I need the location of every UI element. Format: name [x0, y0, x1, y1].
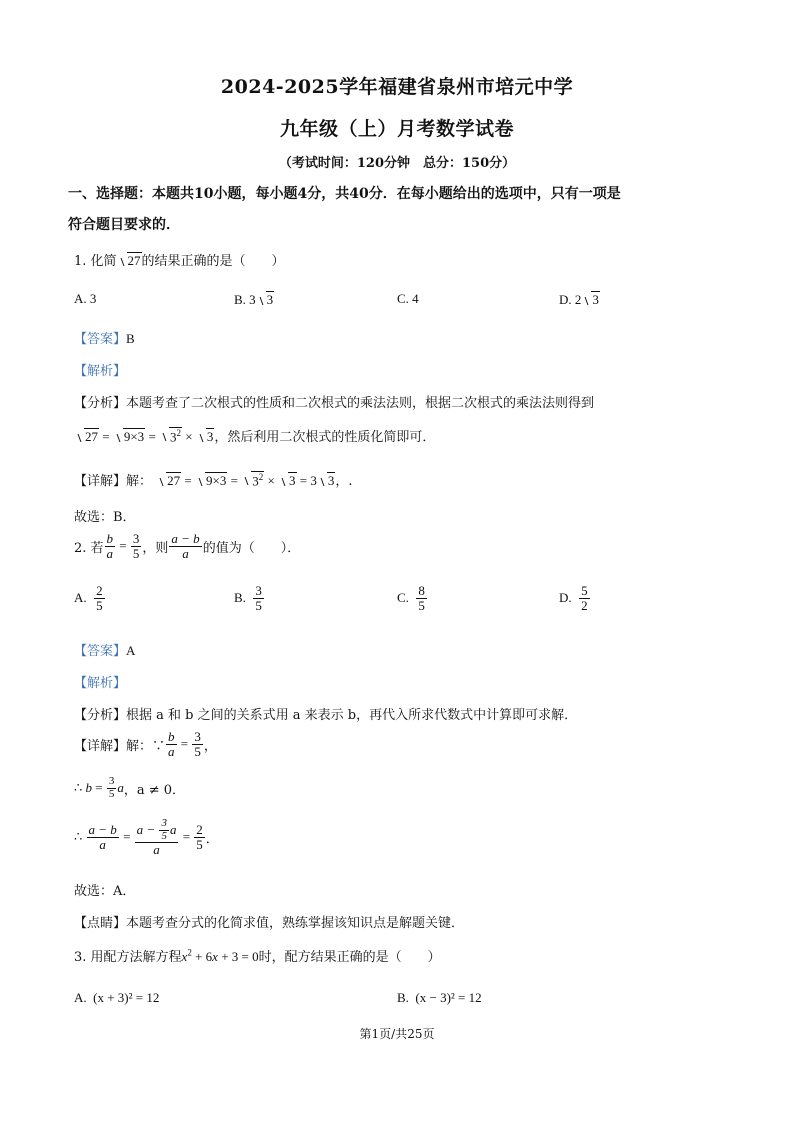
q1-fenxi-eq-suffix: ，然后利用二次根式的性质化简即可． [214, 430, 436, 445]
q1-detail-prefix: 解： [126, 474, 153, 489]
q1-detail-tag: 【详解】 [74, 474, 127, 489]
q2-fenxi-text: 根据 a 和 b 之间的关系式用 a 来表示 b，再代入所求代数式中计算即可求解． [126, 708, 578, 723]
q2-step3: ∴ $\frac{a - b}{a}$ = a − $\frac{3}{5}$ a a = $\frac{2}{5}$ ． [74, 817, 219, 858]
q3-option-a-expr: (x + 3)² = 12 [93, 990, 160, 1005]
title-line-1: 2024-2025学年福建省泉州市培元中学 [220, 76, 574, 98]
q2-step2: ∴ b = $\frac{3}{5}$ a ，a ≠ 0． [74, 775, 186, 800]
q2-analysis-tag: 【解析】 [74, 676, 127, 691]
q2-option-d-num: 5 [581, 583, 588, 598]
q3-option-b-label: B. [397, 990, 409, 1005]
q1-option-d-coef: 2 [574, 292, 582, 307]
q2-option-c-den: 5 [418, 597, 425, 613]
q2-detail-prefix: 解：∵ [126, 738, 166, 754]
q2-option-a-den: 5 [96, 597, 103, 613]
q2-answer-value: A [126, 643, 136, 658]
q1-stem [74, 250, 285, 269]
q2-stem-mid: ，则 [142, 540, 169, 556]
page-number: 第1页/共25页 [359, 1027, 435, 1041]
q2-fenxi [74, 704, 577, 723]
q1-option-d-sqrt [582, 291, 600, 308]
q1-fenxi [74, 392, 594, 411]
q2-detail: 【详解】 解：∵ $\frac{b}{a}$ = $\frac{3}{5}$ ， [74, 729, 217, 759]
q2-option-b-num: 3 [255, 583, 262, 598]
q1-detail-end: ，. [335, 474, 353, 489]
q1-answer-value: B [126, 331, 135, 346]
q1-fenxi-text: 本题考查了二次根式的性质和二次根式的乘法法则，根据二次根式的乘法法则得到 [126, 396, 595, 411]
q1-option-b-label: B. [234, 292, 246, 307]
q2-stem-prefix: 2. 若 [74, 540, 104, 556]
q1-stem-suffix: 的结果正确的是（ ） [141, 254, 285, 269]
q2-dianjing-tag: 【点睛】 [74, 916, 127, 931]
q1-option-d [559, 291, 600, 308]
q2-stem: 2. 若 $\frac{b}{a}$ = $\frac{3}{5}$ ，则 $\frac{a - b}{a}$ 的值为（ ）． [74, 531, 301, 561]
q1-detail-tail: 3 [310, 473, 317, 488]
q2-option-c-label: C. [397, 590, 409, 606]
q1-detail: 【详解】解： $27 = 9\times 3 = 3^2 \times 3 = 3$ 3，. [74, 471, 353, 489]
q2-option-b-den: 5 [255, 597, 262, 613]
section-heading-line-1: 一、选择题：本题共10小题，每小题4分，共40分．在每小题给出的选项中，只有一项是 [68, 186, 621, 202]
q2-option-d [559, 584, 591, 612]
q1-fenxi-equation: $27 = 9\times 3 = 3^2 \times 3$，然后利用二次根式的性质化简即可． [74, 426, 435, 445]
q1-choose: 故选：B． [74, 510, 136, 525]
q1-stem-sqrt [118, 252, 142, 269]
q2-option-a-num: 2 [96, 583, 103, 598]
q1-option-d-label: D. [559, 292, 572, 307]
title-line-2: 九年级（上）月考数学试卷 [279, 118, 514, 140]
q3-stem-prefix: 3. 用配方法解方程 [74, 950, 182, 965]
q2-option-d-label: D. [559, 590, 572, 606]
q1-analysis-tag: 【解析】 [74, 364, 127, 379]
q3-option-a [74, 990, 159, 1006]
q1-answer [74, 328, 135, 347]
q2-detail-tag: 【详解】 [74, 738, 127, 754]
q1-option-b-sqrt [257, 291, 275, 308]
q2-option-c [397, 584, 428, 612]
q2-step2-suffix: ，a ≠ 0． [123, 782, 186, 798]
q2-stem-suffix: 的值为（ ）． [202, 540, 301, 556]
q1-stem-radicand: 27 [127, 253, 141, 268]
q1-answer-tag: 【答案】 [74, 332, 127, 347]
exam-info: （考试时间：120分钟 总分：150分） [278, 156, 516, 171]
q1-option-c: C. 4 [397, 291, 419, 306]
q2-fenxi-tag: 【分析】 [74, 708, 127, 723]
q1-fenxi-tag: 【分析】 [74, 396, 127, 411]
q1-option-b-coef: 3 [249, 292, 256, 307]
section-heading-line-2: 符合题目要求的． [68, 217, 180, 233]
q2-option-c-num: 8 [418, 583, 425, 598]
q2-option-b-label: B. [234, 590, 246, 606]
q2-answer [74, 640, 135, 659]
q3-option-b-expr: (x − 3)² = 12 [415, 990, 482, 1005]
q2-dianjing-text: 本题考查分式的化简求值，熟练掌握该知识点是解题关键． [126, 916, 465, 931]
q1-stem-prefix: 1. 化简 [74, 254, 117, 269]
q2-option-b [234, 584, 265, 612]
q2-choose: 故选：A． [74, 884, 136, 899]
q3-option-a-label: A. [74, 990, 87, 1005]
q2-option-a [74, 584, 106, 612]
q3-stem: 3. 用配方法解方程$x^2 + 6x + 3 = 0$时，配方结果正确的是（ ） [74, 947, 441, 965]
q2-option-d-den: 2 [581, 597, 588, 613]
q1-option-a: A. 3 [74, 291, 97, 306]
q3-option-b [397, 990, 482, 1006]
q1-option-d-radicand: 3 [592, 292, 599, 307]
q1-option-b [234, 291, 274, 308]
q1-option-b-radicand: 3 [266, 292, 274, 307]
q2-answer-tag: 【答案】 [74, 644, 127, 659]
q2-option-a-label: A. [74, 590, 87, 606]
q2-dianjing [74, 912, 464, 931]
q3-stem-suffix: 时，配方结果正确的是（ ） [258, 950, 441, 965]
